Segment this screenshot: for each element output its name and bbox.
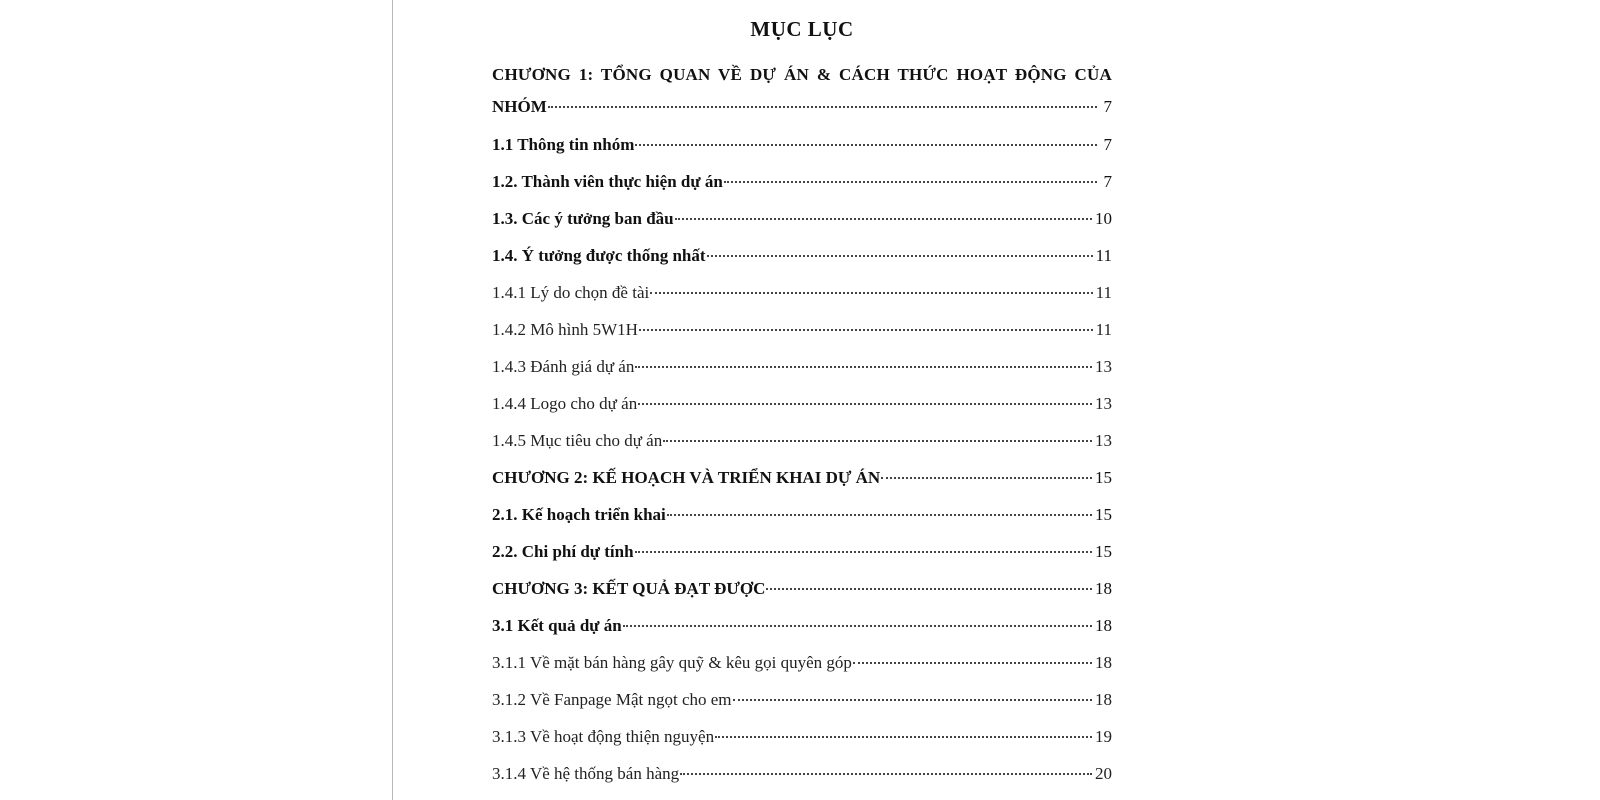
dot-leader <box>724 167 1097 183</box>
dot-leader <box>733 685 1092 701</box>
dot-leader <box>675 204 1092 220</box>
toc-entry-text: 2.1. Kế hoạch triển khai <box>492 505 666 524</box>
toc-page-number: 7 <box>1103 97 1112 116</box>
toc-page-number: 15 <box>1095 468 1112 487</box>
page-left-edge <box>392 0 393 800</box>
toc-entry-text: 1.4.2 Mô hình 5W1H <box>492 320 638 339</box>
dot-leader <box>623 611 1092 627</box>
toc-entry-text: 1.3. Các ý tưởng ban đầu <box>492 209 674 228</box>
toc-entry-2-1[interactable] <box>492 504 1112 526</box>
toc-entry-1-2[interactable] <box>492 171 1112 193</box>
toc-entry-text: 1.1 Thông tin nhóm <box>492 135 635 154</box>
toc-entry-1-4-3[interactable] <box>492 356 1112 378</box>
toc-page-number: 20 <box>1095 764 1112 783</box>
toc-entry-2-2[interactable] <box>492 541 1112 563</box>
dot-leader <box>766 574 1092 590</box>
toc-entry-text: 2.2. Chi phí dự tính <box>492 542 634 561</box>
toc-entry-text: 3.1 Kết quả dự án <box>492 616 622 635</box>
toc-page-number: 11 <box>1095 283 1112 302</box>
toc-chapter-2[interactable] <box>492 467 1112 489</box>
toc-page-number: 11 <box>1095 246 1112 265</box>
toc-page-number: 15 <box>1095 542 1112 561</box>
toc-entry-1-1[interactable] <box>492 134 1112 156</box>
toc-entry-1-4-2[interactable] <box>492 319 1112 341</box>
toc-entry-text: 1.4.5 Mục tiêu cho dự án <box>492 431 663 450</box>
toc-page-number: 18 <box>1095 616 1112 635</box>
toc-page-number: 19 <box>1095 727 1112 746</box>
dot-leader <box>650 278 1092 294</box>
toc-page-number: 13 <box>1095 357 1112 376</box>
toc-entry-text: 1.4.3 Đánh giá dự án <box>492 357 635 376</box>
toc-entry-text: 3.1.3 Về hoạt động thiện nguyện <box>492 727 715 746</box>
toc-entry-3-1-2[interactable] <box>492 689 1112 711</box>
toc-entry-1-4-5[interactable] <box>492 430 1112 452</box>
dot-leader <box>680 759 1092 775</box>
dot-leader <box>715 722 1092 738</box>
toc-entry-text: 1.4.1 Lý do chọn đề tài <box>492 283 650 302</box>
toc-entry-3-1[interactable] <box>492 615 1112 637</box>
toc-entry-text: 3.1.4 Về hệ thống bán hàng <box>492 764 680 783</box>
toc-title: MỤC LỤC <box>750 17 854 41</box>
toc-page-number: 10 <box>1095 209 1112 228</box>
toc-page-number: 18 <box>1095 653 1112 672</box>
toc-entry-3-1-1[interactable] <box>492 652 1112 674</box>
toc-entry-text: 3.1.2 Về Fanpage Mật ngọt cho em <box>492 690 732 709</box>
dot-leader <box>663 426 1092 442</box>
toc-page-number: 15 <box>1095 505 1112 524</box>
toc-entry-text: 3.1.1 Về mặt bán hàng gây quỹ & kêu gọi quyên góp <box>492 653 852 672</box>
toc-page-number: 18 <box>1095 690 1112 709</box>
dot-leader <box>635 130 1097 146</box>
toc-entry-text: 1.4.4 Logo cho dự án <box>492 394 638 413</box>
toc-entry-1-4[interactable] <box>492 245 1112 267</box>
toc-page-number: 13 <box>1095 394 1112 413</box>
toc-entry-1-4-4[interactable] <box>492 393 1112 415</box>
dot-leader <box>853 648 1092 664</box>
toc-entry-1-3[interactable] <box>492 208 1112 230</box>
toc-chapter-1-line-2[interactable] <box>492 96 1112 118</box>
toc-entry-text: NHÓM <box>492 97 547 116</box>
dot-leader <box>639 315 1093 331</box>
toc-page-number: 13 <box>1095 431 1112 450</box>
dot-leader <box>667 500 1092 516</box>
dot-leader <box>548 92 1097 108</box>
toc-page-number: 7 <box>1103 135 1112 154</box>
toc-page-number: 18 <box>1095 579 1112 598</box>
toc-entry-text: 1.2. Thành viên thực hiện dự án <box>492 172 723 191</box>
toc-page-number: 11 <box>1095 320 1112 339</box>
toc-chapter-1-line-1[interactable]: CHƯƠNG 1: TỔNG QUAN VỀ DỰ ÁN & CÁCH THỨC HOẠT ĐỘNG CỦA <box>492 65 1112 84</box>
toc-entry-text: 1.4. Ý tưởng được thống nhất <box>492 246 706 265</box>
dot-leader <box>707 241 1093 257</box>
toc-entry-text: CHƯƠNG 3: KẾT QUẢ ĐẠT ĐƯỢC <box>492 579 766 598</box>
dot-leader <box>638 389 1092 405</box>
dot-leader <box>881 463 1092 479</box>
toc-entry-text: CHƯƠNG 2: KẾ HOẠCH VÀ TRIỂN KHAI DỰ ÁN <box>492 468 881 487</box>
toc-entry-1-4-1[interactable] <box>492 282 1112 304</box>
toc-chapter-3[interactable] <box>492 578 1112 600</box>
toc-page-number: 7 <box>1103 172 1112 191</box>
dot-leader <box>635 537 1092 553</box>
toc-entry-3-1-3[interactable] <box>492 726 1112 748</box>
dot-leader <box>635 352 1092 368</box>
toc-entry-3-1-4[interactable] <box>492 763 1112 785</box>
